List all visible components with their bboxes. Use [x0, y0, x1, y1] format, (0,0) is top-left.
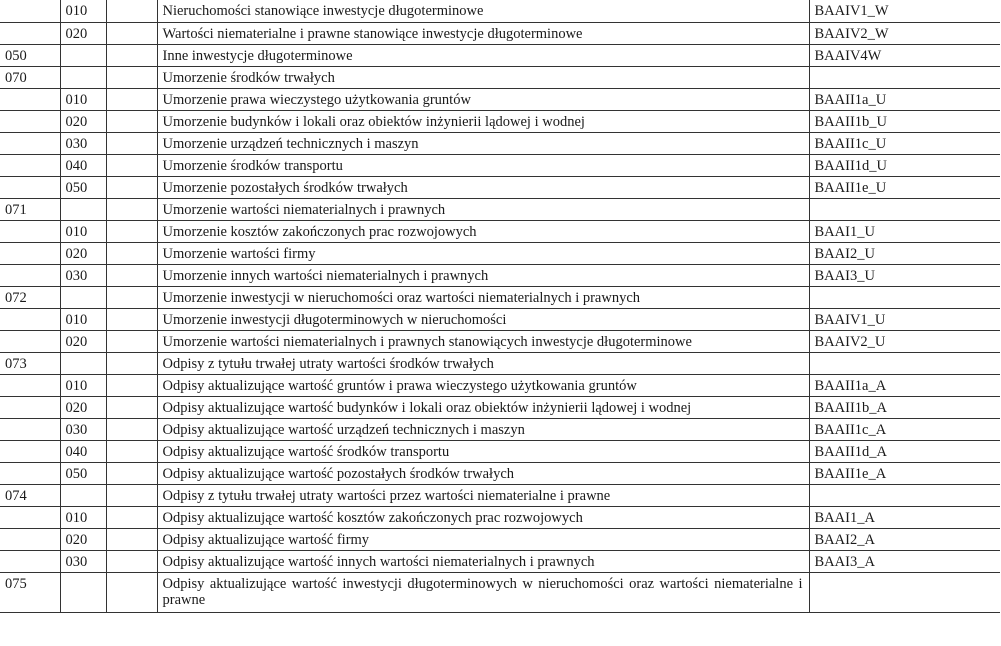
symbol-cell	[809, 286, 1000, 308]
account-code-cell: 073	[0, 352, 60, 374]
account-code-cell	[0, 528, 60, 550]
symbol-cell: BAAIV1_U	[809, 308, 1000, 330]
symbol-cell	[809, 572, 1000, 612]
account-code-cell	[0, 462, 60, 484]
sub-account-cell: 020	[60, 110, 106, 132]
sub-account-cell: 010	[60, 88, 106, 110]
extra-cell	[106, 484, 157, 506]
extra-cell	[106, 132, 157, 154]
symbol-cell: BAAIV2_U	[809, 330, 1000, 352]
description-cell: Odpisy aktualizujące wartość gruntów i prawa wieczystego użytkowania gruntów	[157, 374, 809, 396]
sub-account-cell: 010	[60, 220, 106, 242]
table-row	[0, 22, 1000, 44]
extra-cell	[106, 88, 157, 110]
symbol-cell: BAAII1a_A	[809, 374, 1000, 396]
account-code-cell	[0, 242, 60, 264]
symbol-cell: BAAIV2_W	[809, 22, 1000, 44]
extra-cell	[106, 572, 157, 612]
sub-account-cell: 040	[60, 154, 106, 176]
table-row	[0, 572, 1000, 612]
description-cell: Umorzenie kosztów zakończonych prac rozwojowych	[157, 220, 809, 242]
account-code-cell: 074	[0, 484, 60, 506]
table-row	[0, 242, 1000, 264]
sub-account-cell: 010	[60, 374, 106, 396]
symbol-cell: BAAI2_A	[809, 528, 1000, 550]
description-cell: Inne inwestycje długoterminowe	[157, 44, 809, 66]
extra-cell	[106, 66, 157, 88]
table-row	[0, 88, 1000, 110]
extra-cell	[106, 308, 157, 330]
account-code-cell	[0, 374, 60, 396]
table-row	[0, 154, 1000, 176]
sub-account-cell: 020	[60, 330, 106, 352]
sub-account-cell: 020	[60, 242, 106, 264]
symbol-cell: BAAII1c_A	[809, 418, 1000, 440]
extra-cell	[106, 440, 157, 462]
table-row	[0, 66, 1000, 88]
table-row	[0, 286, 1000, 308]
sub-account-cell: 030	[60, 418, 106, 440]
sub-account-cell: 020	[60, 22, 106, 44]
description-cell: Wartości niematerialne i prawne stanowiące inwestycje długoterminowe	[157, 22, 809, 44]
sub-account-cell	[60, 66, 106, 88]
sub-account-cell: 010	[60, 308, 106, 330]
account-code-cell	[0, 440, 60, 462]
description-cell: Odpisy aktualizujące wartość innych wartości niematerialnych i prawnych	[157, 550, 809, 572]
description-cell: Nieruchomości stanowiące inwestycje długoterminowe	[157, 0, 809, 22]
account-code-cell	[0, 396, 60, 418]
extra-cell	[106, 374, 157, 396]
symbol-cell: BAAI3_A	[809, 550, 1000, 572]
symbol-cell: BAAII1a_U	[809, 88, 1000, 110]
account-code-cell	[0, 22, 60, 44]
symbol-cell: BAAI1_U	[809, 220, 1000, 242]
extra-cell	[106, 330, 157, 352]
symbol-cell: BAAIV4W	[809, 44, 1000, 66]
description-cell: Odpisy z tytułu trwałej utraty wartości środków trwałych	[157, 352, 809, 374]
extra-cell	[106, 22, 157, 44]
extra-cell	[106, 286, 157, 308]
table-row	[0, 506, 1000, 528]
sub-account-cell	[60, 286, 106, 308]
sub-account-cell: 030	[60, 132, 106, 154]
description-cell: Umorzenie inwestycji w nieruchomości oraz wartości niematerialnych i prawnych	[157, 286, 809, 308]
extra-cell	[106, 550, 157, 572]
description-cell: Umorzenie budynków i lokali oraz obiektów inżynierii lądowej i wodnej	[157, 110, 809, 132]
table-row	[0, 132, 1000, 154]
extra-cell	[106, 462, 157, 484]
symbol-cell: BAAII1b_U	[809, 110, 1000, 132]
account-code-cell: 071	[0, 198, 60, 220]
account-code-cell	[0, 330, 60, 352]
account-code-cell	[0, 88, 60, 110]
symbol-cell: BAAI2_U	[809, 242, 1000, 264]
sub-account-cell: 040	[60, 440, 106, 462]
extra-cell	[106, 528, 157, 550]
description-cell: Umorzenie środków transportu	[157, 154, 809, 176]
account-code-cell: 070	[0, 66, 60, 88]
symbol-cell: BAAII1e_U	[809, 176, 1000, 198]
account-code-cell	[0, 110, 60, 132]
sub-account-cell: 050	[60, 462, 106, 484]
symbol-cell	[809, 484, 1000, 506]
description-cell: Umorzenie urządzeń technicznych i maszyn	[157, 132, 809, 154]
account-code-cell: 050	[0, 44, 60, 66]
table-row	[0, 396, 1000, 418]
account-code-cell	[0, 308, 60, 330]
table-row	[0, 440, 1000, 462]
description-cell: Umorzenie prawa wieczystego użytkowania gruntów	[157, 88, 809, 110]
table-row	[0, 176, 1000, 198]
description-cell: Umorzenie wartości niematerialnych i prawnych stanowiących inwestycje długoterminowe	[157, 330, 809, 352]
extra-cell	[106, 198, 157, 220]
extra-cell	[106, 506, 157, 528]
extra-cell	[106, 220, 157, 242]
description-cell: Umorzenie innych wartości niematerialnych i prawnych	[157, 264, 809, 286]
sub-account-cell: 030	[60, 264, 106, 286]
description-cell: Umorzenie wartości firmy	[157, 242, 809, 264]
extra-cell	[106, 396, 157, 418]
symbol-cell: BAAII1e_A	[809, 462, 1000, 484]
account-code-cell	[0, 132, 60, 154]
description-cell: Umorzenie inwestycji długoterminowych w nieruchomości	[157, 308, 809, 330]
table-row	[0, 550, 1000, 572]
table-row	[0, 0, 1000, 22]
symbol-cell: BAAII1b_A	[809, 396, 1000, 418]
symbol-cell: BAAI3_U	[809, 264, 1000, 286]
table-row	[0, 110, 1000, 132]
table-row	[0, 308, 1000, 330]
account-code-cell	[0, 154, 60, 176]
account-code-cell	[0, 418, 60, 440]
symbol-cell	[809, 198, 1000, 220]
table-row	[0, 330, 1000, 352]
description-cell: Odpisy aktualizujące wartość budynków i lokali oraz obiektów inżynierii lądowej i wodnej	[157, 396, 809, 418]
account-code-cell	[0, 264, 60, 286]
account-code-cell	[0, 550, 60, 572]
symbol-cell: BAAI1_A	[809, 506, 1000, 528]
description-cell: Umorzenie pozostałych środków trwałych	[157, 176, 809, 198]
account-code-cell	[0, 220, 60, 242]
account-code-cell	[0, 0, 60, 22]
account-code-cell: 072	[0, 286, 60, 308]
extra-cell	[106, 242, 157, 264]
extra-cell	[106, 110, 157, 132]
sub-account-cell: 010	[60, 0, 106, 22]
description-cell: Odpisy aktualizujące wartość środków transportu	[157, 440, 809, 462]
table-row	[0, 264, 1000, 286]
description-cell: Odpisy aktualizujące wartość kosztów zakończonych prac rozwojowych	[157, 506, 809, 528]
extra-cell	[106, 154, 157, 176]
description-cell: Odpisy aktualizujące wartość inwestycji długoterminowych w nieruchomości oraz wartości niematerialne i prawne	[157, 572, 809, 612]
table-row	[0, 418, 1000, 440]
description-cell: Odpisy z tytułu trwałej utraty wartości przez wartości niematerialne i prawne	[157, 484, 809, 506]
extra-cell	[106, 264, 157, 286]
table-row	[0, 374, 1000, 396]
account-code-cell	[0, 506, 60, 528]
extra-cell	[106, 44, 157, 66]
table-row	[0, 198, 1000, 220]
table-row	[0, 484, 1000, 506]
sub-account-cell	[60, 352, 106, 374]
symbol-cell: BAAII1d_U	[809, 154, 1000, 176]
sub-account-cell	[60, 198, 106, 220]
extra-cell	[106, 0, 157, 22]
extra-cell	[106, 352, 157, 374]
symbol-cell: BAAII1c_U	[809, 132, 1000, 154]
table-row	[0, 352, 1000, 374]
description-cell: Odpisy aktualizujące wartość firmy	[157, 528, 809, 550]
table-row	[0, 220, 1000, 242]
account-code-cell	[0, 176, 60, 198]
sub-account-cell: 020	[60, 396, 106, 418]
sub-account-cell	[60, 572, 106, 612]
extra-cell	[106, 418, 157, 440]
description-cell: Umorzenie wartości niematerialnych i prawnych	[157, 198, 809, 220]
sub-account-cell: 030	[60, 550, 106, 572]
symbol-cell	[809, 66, 1000, 88]
sub-account-cell: 050	[60, 176, 106, 198]
sub-account-cell: 010	[60, 506, 106, 528]
extra-cell	[106, 176, 157, 198]
sub-account-cell	[60, 484, 106, 506]
table-row	[0, 44, 1000, 66]
symbol-cell	[809, 352, 1000, 374]
description-cell: Odpisy aktualizujące wartość pozostałych środków trwałych	[157, 462, 809, 484]
description-cell: Umorzenie środków trwałych	[157, 66, 809, 88]
symbol-cell: BAAIV1_W	[809, 0, 1000, 22]
symbol-cell: BAAII1d_A	[809, 440, 1000, 462]
sub-account-cell: 020	[60, 528, 106, 550]
table-row	[0, 462, 1000, 484]
sub-account-cell	[60, 44, 106, 66]
description-cell: Odpisy aktualizujące wartość urządzeń technicznych i maszyn	[157, 418, 809, 440]
account-code-cell: 075	[0, 572, 60, 612]
table-row	[0, 528, 1000, 550]
